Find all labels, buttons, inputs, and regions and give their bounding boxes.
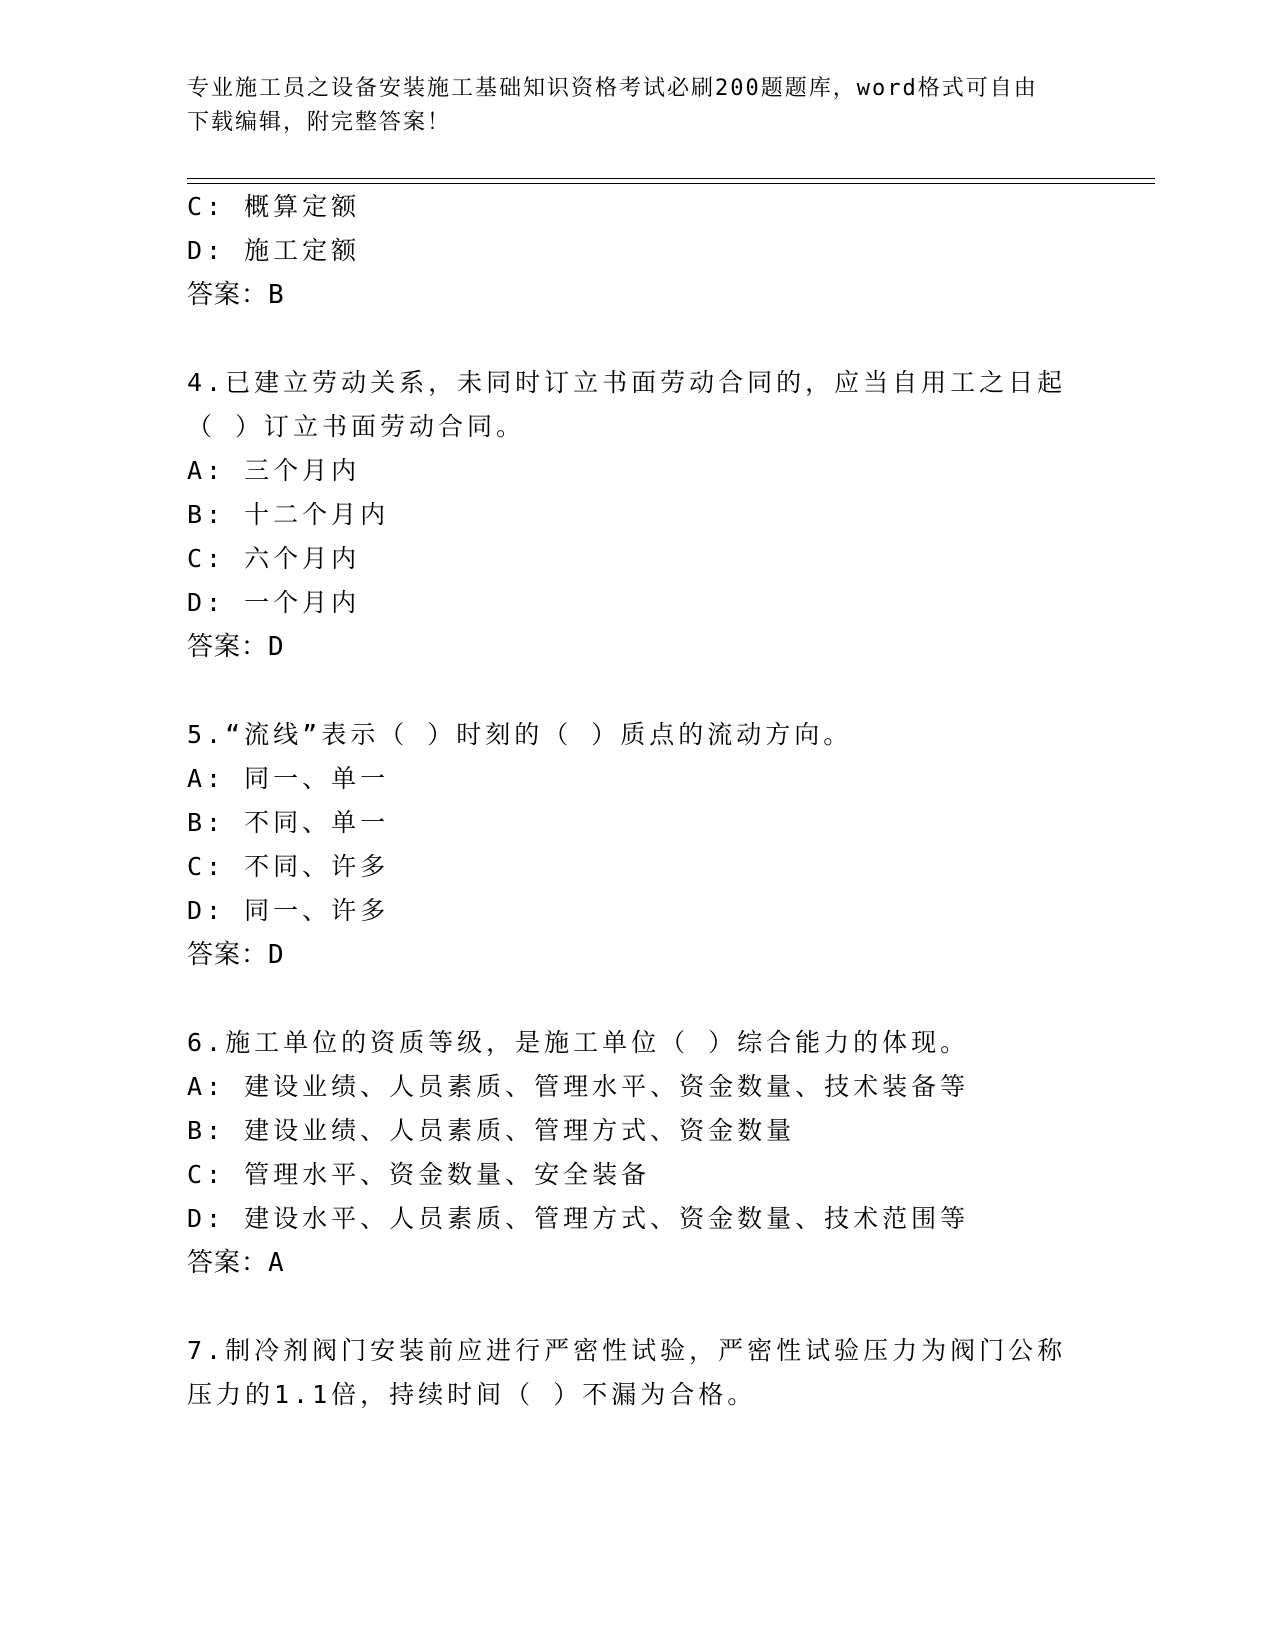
q4-option-d: D: 一个月内 bbox=[187, 588, 361, 617]
q6-option-d: D: 建设水平、人员素质、管理方式、资金数量、技术范围等 bbox=[187, 1204, 970, 1233]
q5-stem-line-1: 5.“流线”表示（ ）时刻的（ ）质点的流动方向。 bbox=[187, 720, 853, 749]
q3-option-d: D: 施工定额 bbox=[187, 236, 361, 265]
q5-option-c: C: 不同、许多 bbox=[187, 852, 390, 881]
q7-stem-line-2: 压力的1.1倍，持续时间（ ）不漏为合格。 bbox=[187, 1380, 757, 1409]
q5-option-b: B: 不同、单一 bbox=[187, 808, 390, 837]
q6-answer: 答案：A bbox=[187, 1248, 285, 1278]
q6-option-a: A: 建设业绩、人员素质、管理水平、资金数量、技术装备等 bbox=[187, 1072, 970, 1101]
header-line-1: 专业施工员之设备安装施工基础知识资格考试必刷200题题库，word格式可自由 bbox=[187, 76, 1038, 101]
q4-stem-line-1: 4.已建立劳动关系，未同时订立书面劳动合同的，应当自用工之日起 bbox=[187, 368, 1067, 397]
q4-option-b: B: 十二个月内 bbox=[187, 500, 390, 529]
header-line-2: 下载编辑，附完整答案！ bbox=[187, 110, 452, 135]
q4-answer: 答案：D bbox=[187, 632, 285, 662]
q5-option-a: A: 同一、单一 bbox=[187, 764, 390, 793]
document-header bbox=[187, 72, 1087, 140]
q7-stem-line-1: 7.制冷剂阀门安装前应进行严密性试验，严密性试验压力为阀门公称 bbox=[187, 1336, 1067, 1365]
q6-option-c: C: 管理水平、资金数量、安全装备 bbox=[187, 1160, 651, 1189]
q4-stem-line-2: （ ）订立书面劳动合同。 bbox=[187, 412, 526, 441]
q3-answer: 答案：B bbox=[187, 280, 285, 310]
q5-option-d: D: 同一、许多 bbox=[187, 896, 390, 925]
q5-answer: 答案：D bbox=[187, 940, 285, 970]
q6-stem-line-1: 6.施工单位的资质等级，是施工单位（ ）综合能力的体现。 bbox=[187, 1028, 970, 1057]
header-rule-top bbox=[187, 178, 1155, 179]
q3-option-c: C: 概算定额 bbox=[187, 192, 361, 221]
q6-option-b: B: 建设业绩、人员素质、管理方式、资金数量 bbox=[187, 1116, 796, 1145]
q4-option-c: C: 六个月内 bbox=[187, 544, 361, 573]
header-rule-bottom bbox=[187, 183, 1155, 184]
q4-option-a: A: 三个月内 bbox=[187, 456, 361, 485]
